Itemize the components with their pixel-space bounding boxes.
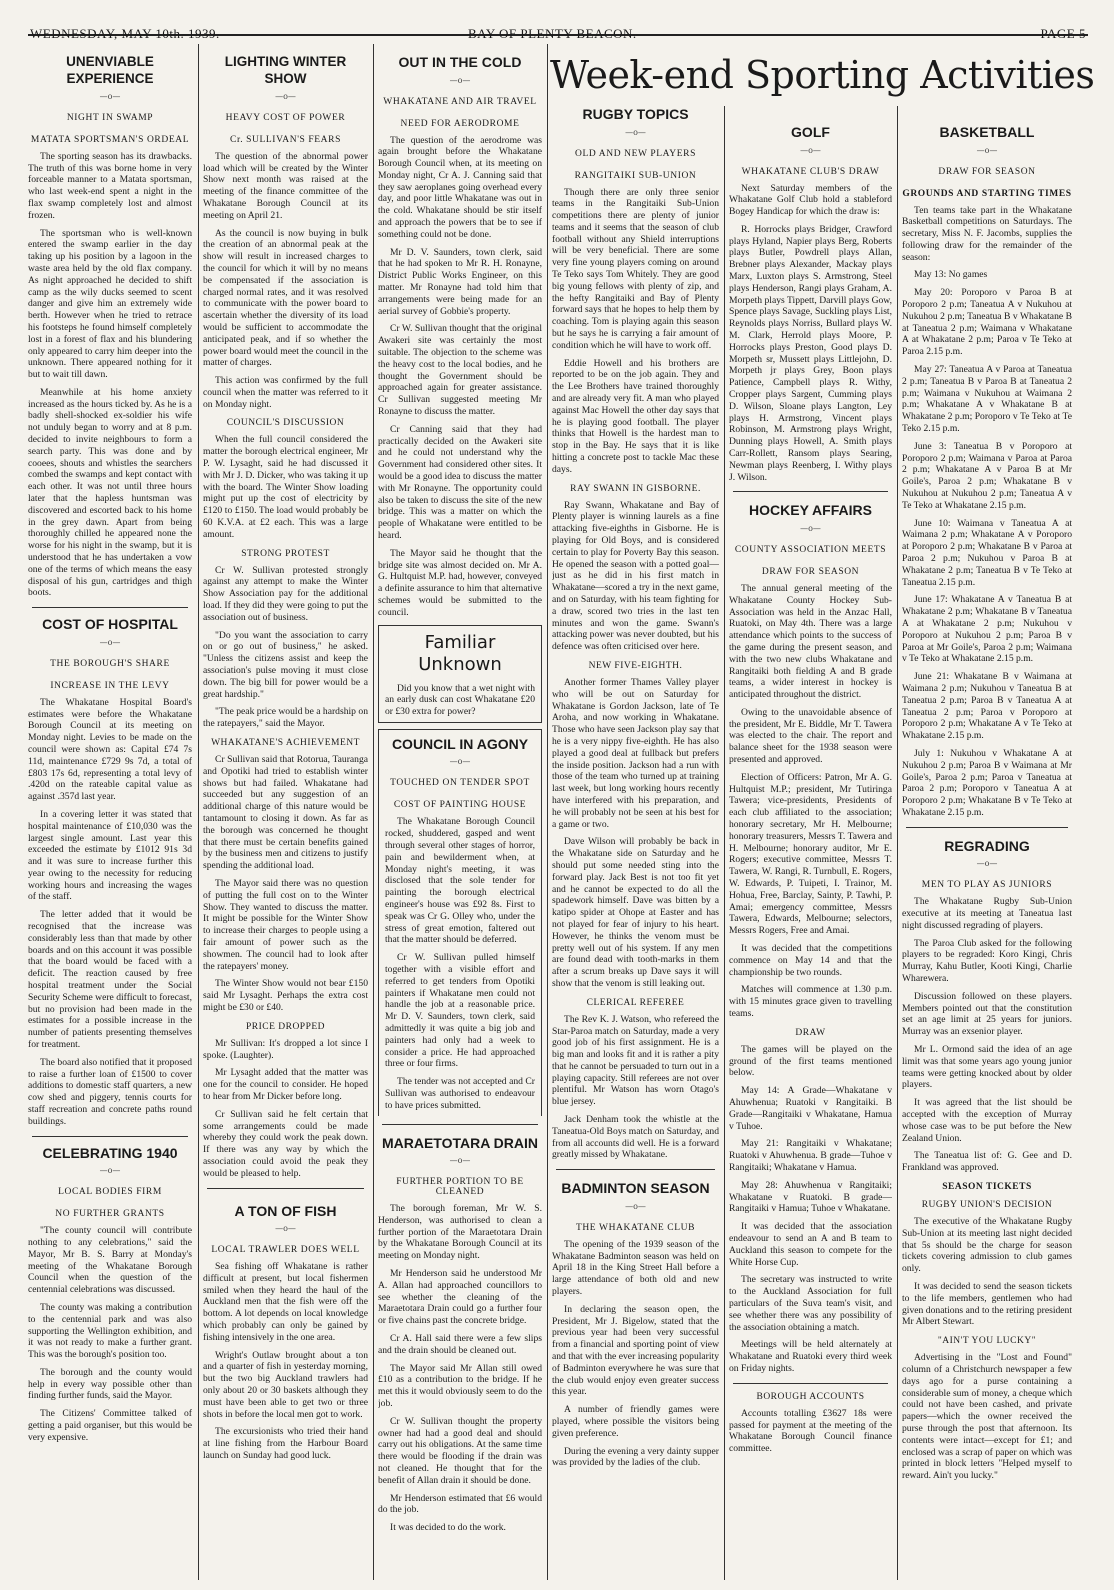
- subhead: WHAKATANE CLUB'S DRAW: [741, 166, 880, 177]
- paragraph: June 3: Taneatua B v Poroporo at Poroporo 2 p.m; Waimana v Paroa at Paroa 2 p.m; Whakatane A v Paroa B at Mr Goile's, Paroa 2 p.m; Whakatane B v Nukuhou at Nukuhou 2 p.m; Taneatua A v Te Teko at Whakatane 2.15 p.m.: [902, 440, 1072, 511]
- column-6: [902, 106, 1072, 1582]
- paragraph: "Do you want the association to carry on or go out of business," he asked. "Unless the citizens assist and keep the association's pulse moving it must close down. The big bill for power would be a great hardship.": [203, 629, 368, 700]
- headline-golf: GOLF: [791, 124, 830, 140]
- banner-headline: Week-end Sporting Activities: [550, 53, 1095, 97]
- paragraph: May 13: No games: [914, 269, 988, 281]
- headline-basketball: BASKETBALL: [939, 124, 1035, 140]
- paragraph: The annual general meeting of the Whakatane County Hockey Sub-Association was held in the Anzac Hall, Ruatoki, on May 4th. There was a large attendance which points to the success of the game during the present season, and with the two new clubs Whakatane and Rangitaiki both fielding A and B grade teams, a wider interest in hockey is anticipated throughout the district.: [729, 582, 892, 701]
- paragraph: Owing to the unavoidable absence of the president, Mr E. Biddle, Mr T. Tawera was elected to the chair. The report and balance sheet for the 1938 season were presented and approved.: [729, 706, 892, 766]
- paragraph: Election of Officers: Patron, Mr A. G. Hultquist M.P.; president, Mr Tutiringa Tawera; vice-presidents, Presidents of each club affiliated to the association; honorary secretary, Mr H. Melbourne; honorary treasurers, Messrs T. Tawera and H. Melbourne; honorary auditor, Mr E. Rogers; executive committee, Messrs T. Tawera, W. Rangi, R. Turnbull, E. Rogers, W. Edwards, P. Tuipeti, I. Trainor, M. Hohua, Free, Barclay, Sainty, P. Tawhi, P. Amai; emergency committee, Messrs Tawera, Edwards, Melbourne; selectors, Messrs Rogers, Free and Amai.: [729, 771, 892, 937]
- paragraph: The sporting season has its drawbacks. The truth of this was borne home in very forceable manner to a Matata sportsman, who last week-end spent a night in the flax swamp completely lost and almost frozen.: [28, 150, 192, 221]
- headline-cost-of-hospital: COST OF HOSPITAL: [42, 616, 178, 633]
- paragraph: "The county council will contribute nothing to any celebrations," said the Mayor, Mr B. S. Barry at Monday's meeting of the Whakatane Borough Council when the question of the centennial celebrations was discussed.: [28, 1225, 192, 1296]
- paragraph: The borough foreman, Mr W. S. Henderson, was authorised to clean a further portion of the Maraetotara Drain by the Whakatane Borough Council at its meeting on Monday night.: [378, 1203, 542, 1262]
- column-rule: [547, 44, 548, 1580]
- paragraph: The Mayor said he thought that the bridge site was almost decided on. Mr A. G. Hultquist M.P. had, however, conveyed a definite assurance to him that alternative schemes would be submitted to the council.: [378, 547, 542, 618]
- subhead: NO FURTHER GRANTS: [55, 1209, 165, 1220]
- page-number: PAGE 5: [1040, 26, 1086, 41]
- column-5: [729, 106, 892, 1582]
- paragraph: In a covering letter it was stated that hospital maintenance of £10,030 was the largest single amount. Last year this exceeded the estimate by £1012 91s 3d and it was sure to increase further this year owing to the necessity for reducing working hours and increasing the wages of the staff.: [28, 808, 192, 903]
- column-rule: [373, 44, 374, 1580]
- paragraph: The board also notified that it proposed to raise a further loan of £1500 to cover additions to domestic staff quarters, a new cow shed and piggery, tennis courts for staff recreation and concrete paths round buildings.: [28, 1056, 192, 1127]
- paragraph: The Mayor said Mr Allan still owed £10 as a contribution to the bridge. If he met this it would obviously seem to do the job.: [378, 1362, 542, 1410]
- paragraph: The Whakatane Borough Council rocked, shuddered, gasped and went through several other stages of horror, pain and bewilderment when, at Monday night's meeting, it was disclosed that the sole tender for painting the borough electrical engineer's house was £92 8s. First to speak was Cr G. Olley who, under the stress of great emotion, faltered out that the matter should be deferred.: [385, 816, 535, 946]
- paragraph: It was agreed that the list should be accepted with the exception of Murray whose case was to be put before the New Zealand Union.: [902, 1097, 1072, 1144]
- paragraph: It was decided that the association endeavour to send an A and B team to Auckland this season to compete for the White Horse Cup.: [729, 1221, 892, 1268]
- divider: [207, 1188, 364, 1189]
- section-subhead: CLERICAL REFEREE: [586, 997, 685, 1008]
- paragraph: The Whakatane Hospital Board's estimates were before the Whakatane Borough Council at its meeting on Monday night. Levies to be made on the council were shown as: Capital £74 7s 11d, maintenance £729 9s 7d, a total of £803 17s 6d, representing a total levy of .420d on the rateable capital value as against .357d last year.: [28, 696, 192, 803]
- paragraph: The opening of the 1939 season of the Whakatane Badminton season was held on April 18 in the King Street Hall before a large attendance of both old and new players.: [552, 1238, 719, 1297]
- paragraph: As the council is now buying in bulk the creation of an abnormal peak at the show will result in increased charges to the council for which it will by no means be compensated if the association is charged normal rates, and it was resolved to communicate with the power board to ascertain whether the diversity of its load would be sufficient to accommodate the anticipated peak, and if so whether the power board would meet the council in the matter of charges.: [203, 227, 368, 369]
- headline-lighting-winter-show: LIGHTING WINTER SHOW: [224, 54, 347, 86]
- paragraph: Mr L. Ormond said the idea of an age limit was that some years ago young junior teams were getting knocked about by older players.: [902, 1044, 1072, 1091]
- box-text: Did you know that a wet night with an early dusk can cost Whakatane £20 or £30 extra for power?: [385, 682, 535, 718]
- paragraph: The sportsman who is well-known entered the swamp earlier in the day taking up his position by a lagoon in the waste area held by the old flax company. As night approached he decided to shift camp as the wily ducks seemed to scent danger and give him an extremely wide berth. However when he tried to retrace his footsteps he found himself completely lost in a forest of flax and his blundering only appeared to carry him deeper into the unknown. There appeared nothing for it but to wait till dawn.: [28, 227, 192, 381]
- ornament: —o—: [449, 757, 471, 767]
- headline-out-in-the-cold: OUT IN THE COLD: [398, 54, 522, 70]
- subhead: WHAKATANE AND AIR TRAVEL: [383, 96, 537, 107]
- paragraph: Cr W. Sullivan thought the property owner had had a good deal and should carry out his obligations. At the same time there would be flooding if the drain was not cleaned. He thought that for the benefit of Allan drain it should be done.: [378, 1415, 542, 1486]
- paragraph: Mr D. V. Saunders, town clerk, said that he had spoken to Mr R. H. Ronayne, District Public Works Engineer, on this matter. Mr Ronayne had told him that arrangements were being made for an aerial survey of Gobbie's property.: [378, 246, 542, 317]
- paragraph: A number of friendly games were played, where possible the visitors being given preference.: [552, 1404, 719, 1439]
- paragraph: Cr W. Sullivan protested strongly against any attempt to make the Winter Show Association pay for the additional load. If they did they were going to put the association out of business.: [203, 564, 368, 623]
- masthead: [28, 6, 1088, 41]
- subhead: TOUCHED ON TENDER SPOT: [390, 778, 530, 789]
- paragraph: This action was confirmed by the full council when the matter was referred to it on Monday night.: [203, 375, 368, 410]
- paragraph: During the evening a very dainty supper was provided by the ladies of the club.: [552, 1445, 719, 1469]
- paragraph: Mr Sullivan: It's dropped a lot since I spoke. (Laughter).: [203, 1037, 368, 1061]
- familiar-unknown-box: [378, 625, 542, 723]
- section-subhead: WHAKATANE'S ACHIEVEMENT: [211, 738, 360, 749]
- section-subhead: RUGBY UNION'S DECISION: [921, 1199, 1053, 1210]
- subhead: FURTHER PORTION TO BE CLEANED: [396, 1177, 524, 1198]
- divider: [733, 1383, 888, 1384]
- section-subhead: RAY SWANN IN GISBORNE.: [570, 483, 701, 494]
- subhead: RANGITAIKI SUB-UNION: [574, 170, 697, 181]
- headline-regrading: REGRADING: [944, 837, 1030, 854]
- column-rule: [897, 106, 898, 1580]
- divider: [556, 1169, 715, 1170]
- paragraph: Mr Lysaght added that the matter was one for the council to consider. He hoped to hear from Mr Dicker before long.: [203, 1067, 368, 1102]
- ornament: —o—: [99, 91, 121, 101]
- box-headline: Familiar Unknown: [418, 631, 502, 676]
- paragraph: Meetings will be held alternately at Whakatane and Ruatoki every third week on Friday nights.: [729, 1339, 892, 1374]
- paragraph: Ten teams take part in the Whakatane Basketball competitions on Saturdays. The secretary, Miss N. F. Jacombs, supplies the following draw for the remainder of the season:: [902, 204, 1072, 263]
- paragraph: Advertising in the "Lost and Found" column of a Christchurch newspaper a few days ago for a purse containing a considerable sum of money, a cheque which could not have been cashed, and private papers—which the owner received the purse through the post that afternoon. Its contents were intact—except for £1; and enclosed was a scrap of paper on which was printed in block letters "Helped myself to reward. Ain't you lucky.": [902, 1352, 1072, 1482]
- subhead: THE BOROUGH'S SHARE: [50, 658, 170, 669]
- paragraph: Another former Thames Valley player who will be out on Saturday for Whakatane is Gordon Jackson, late of Te Aroha, and now working in Whakatane. Those who have seen Jackson play say that he is a very nippy five-eighth. He has also played a good deal at fullback but prefers the inside position. Jackson had a run with those of the team who turned up at training last week, but long working hours recently have interfered with his preparation, and he will probably not be seen at his best for a game or two.: [552, 676, 719, 830]
- ornament: —o—: [625, 1201, 646, 1211]
- subhead: LOCAL TRAWLER DOES WELL: [211, 1245, 360, 1256]
- ornament: —o—: [800, 145, 821, 155]
- subhead: GROUNDS AND STARTING TIMES: [902, 188, 1072, 199]
- subhead: DRAW FOR SEASON: [938, 166, 1036, 177]
- headline-a-ton-of-fish: A TON OF FISH: [234, 1202, 337, 1219]
- paragraph: Cr W. Sullivan pulled himself together with a visible effort and referred to get tenders from Opotiki painters if Whakatane men could not handle the job at a reasonable price. Mr D. V. Saunders, town clerk, said admittedly it was quite a big job and painters had only had a week to consider a price. He had approached three or four firms.: [385, 952, 535, 1070]
- subhead: NEED FOR AERODROME: [400, 118, 520, 129]
- paragraph: Jack Denham took the whistle at the Taneatua-Old Boys match on Saturday, and from all accounts did well. He is a forward greatly missed by Whakatane.: [552, 1114, 719, 1161]
- council-in-agony-box: [378, 729, 542, 1116]
- paragraph: It was decided to send the season tickets to the life members, gentlemen who had given donations and to the retiring president Mr Albert Stewart.: [902, 1280, 1072, 1328]
- paragraph: Accounts totalling £3627 18s were passed for payment at the meeting of the Whakatane Borough Council finance committee.: [729, 1407, 892, 1455]
- paragraph: The games will be played on the ground of the first teams mentioned below.: [729, 1043, 892, 1079]
- subhead: Cr. SULLIVAN'S FEARS: [230, 134, 341, 145]
- headline-celebrating-1940: CELEBRATING 1940: [42, 1144, 178, 1161]
- subhead: COUNTY ASSOCIATION MEETS: [734, 544, 887, 555]
- paragraph: The Winter Show would not bear £150 said Mr Lysaght. Perhaps the extra cost might be £30 or £40.: [203, 978, 368, 1013]
- paragraph: Sea fishing off Whakatane is rather difficult at present, but local fishermen smiled when they heard the haul of the Auckland men that the fish were off the bottom. A lot depends on local knowledge which probably can only be gained by fishing intensively in the one area.: [203, 1261, 368, 1343]
- paragraph: The Whakatane Rugby Sub-Union executive at its meeting at Taneatua last night discussed regrading of players.: [902, 896, 1072, 931]
- ornament: —o—: [976, 145, 998, 155]
- paragraph: Meanwhile at his home anxiety increased as the hours ticked by. As he is a badly shell-shocked ex-soldier his wife not unduly began to worry and at 8 p.m. decided to invite neighbours to form a search party. This was done and by cooees, shouts and whistles the searchers combed the swamps and kept contact with each other. It was not until three hours later that the hapless huntsman was discovered and escorted back to his home in the grey dawn. Apart from being thoroughly chilled he appeared none the worse for his night in the swamp, but it is understood that he has undertaken a vow one of the terms of which means the easy disposal of his gun, cartridges and thigh boots.: [28, 386, 192, 599]
- paragraph: Next Saturday members of the Whakatane Golf Club hold a stableford Bogey Handicap for which the draw is:: [729, 182, 892, 218]
- paragraph: The tender was not accepted and Cr Sullivan was authorised to endeavour to have prices submitted.: [385, 1076, 535, 1111]
- column-rule: [198, 44, 199, 1580]
- headline-rugby-topics: RUGBY TOPICS: [582, 106, 689, 122]
- paragraph: In declaring the season open, the President, Mr J. Bigelow, stated that the previous year had been very successful from a financial and sporting point of view and that with the ever increasing popularity of Badminton everywhere he was sure that the club would enjoy even greater success this year.: [552, 1303, 719, 1398]
- section-subhead: PRICE DROPPED: [245, 1021, 326, 1032]
- paragraph: The Citizens' Committee talked of getting a paid organiser, but this would be very expensive.: [28, 1408, 192, 1443]
- ornament: —o—: [99, 1166, 121, 1176]
- paragraph: June 10: Waimana v Taneatua A at Waimana 2 p.m; Whakatane A v Poroporo at Poroporo 2 p.m; Whakatane B v Paroa at Paroa 2 p.m; Nukuhou v Paroa B at Whakatane 2 p.m; Taneatua B v Te Teko at Taneatua 2.15 p.m.: [902, 517, 1072, 588]
- column-rule: [724, 106, 725, 1580]
- paragraph: The question of the abnormal power load which will be created by the Winter Show next month was raised at the meeting of the finance committee of the Whakatane Borough Council at its meeting on April 21.: [203, 150, 368, 221]
- ornament: —o—: [99, 637, 121, 647]
- paragraph: The county was making a contribution to the centennial park and was also supporting the Wellington exhibition, and it was not ready to make a further grant. This was the borough's position too.: [28, 1301, 192, 1361]
- subhead: NIGHT IN SWAMP: [66, 112, 154, 123]
- section-subhead: "AIN'T YOU LUCKY": [937, 1336, 1037, 1347]
- column-1: [28, 44, 192, 1582]
- column-2: [203, 44, 368, 1582]
- paragraph: The question of the aerodrome was again brought before the Whakatane Borough Council when, at its meeting on Monday night, Cr A. J. Canning said that they saw aeroplanes going overhead every day, and poor little Whakatane was out in the cold. Whakatane should be stir itself and approach the powers that be to see if something could not be done.: [378, 134, 542, 240]
- subhead: MEN TO PLAY AS JUNIORS: [921, 880, 1053, 891]
- headline-unenviable: UNENVIABLE EXPERIENCE: [66, 54, 154, 86]
- section-subhead: COUNCIL'S DISCUSSION: [226, 418, 345, 429]
- paragraph: The Paroa Club asked for the following players to be regraded: Koro Kingi, Chris Murray, Kahu Butler, Kooti Kingi, Charlie Wharewera.: [902, 937, 1072, 985]
- paragraph: It was decided to do the work.: [390, 1522, 506, 1534]
- paragraph: Cr A. Hall said there were a few slips and the drain should be cleaned out.: [378, 1333, 542, 1356]
- divider: [32, 607, 188, 608]
- column-4: [552, 106, 719, 1582]
- paragraph: Cr Sullivan said he felt certain that some arrangements could be made whereby they could work the peak down. If there was any way by which the association could avoid the peak they would be pleased to help.: [203, 1108, 368, 1179]
- divider: [382, 1124, 538, 1125]
- paragraph: The executive of the Whakatane Rugby Sub-Union at its meeting last night decided that 5s should be the charge for season tickets covering admission to club games only.: [902, 1215, 1072, 1275]
- headline-maraetotara-drain: MARAETOTARA DRAIN: [381, 1134, 539, 1151]
- section-subhead: DRAW: [795, 1027, 826, 1038]
- paragraph: Cr W. Sullivan thought that the original Awakeri site was certainly the most suitable. The objection to the scheme was the heavy cost to the local bodies, and he thought the Government should be approached again for greater assistance. Cr Sullivan suggested meeting Mr Ronayne to discuss the matter.: [378, 323, 542, 418]
- divider: [32, 1136, 188, 1137]
- paragraph: May 20: Poroporo v Paroa B at Poroporo 2 p.m; Taneatua A v Nukuhou at Nukuhou 2 p.m; Taneatua B v Whakatane B at Taneatua 2 p.m; Waimana v Whakatane A at Whakatane 2 p.m; Paroa v Te Teko at Paroa 2.15 p.m.: [902, 287, 1072, 358]
- ornament: —o—: [976, 859, 998, 869]
- paragraph: Mr Henderson said he understood Mr A. Allan had approached councillors to see whether the cleaning of the Maraetotara Drain could go a further four or five chains past the concrete bridge.: [378, 1268, 542, 1327]
- section-subhead: SEASON TICKETS: [942, 1181, 1032, 1192]
- divider: [906, 827, 1068, 828]
- subhead: THE WHAKATANE CLUB: [575, 1222, 696, 1233]
- subhead: COST OF PAINTING HOUSE: [393, 800, 527, 811]
- ornament: —o—: [449, 75, 471, 85]
- paragraph: Mr Henderson estimated that £6 would do the job.: [378, 1492, 542, 1516]
- ornament: —o—: [800, 523, 821, 533]
- paragraph: May 27: Taneatua A v Paroa at Taneatua 2 p.m; Taneatua B v Paroa B at Taneatua 2 p.m; Waimana v Nukuhou at Waimana 2 p.m; Whakatane A v Whakatane B at Whakatane 2 p.m; Poroporo v Te Teko at Te Teko 2.15 p.m.: [902, 364, 1072, 435]
- subhead: OLD AND NEW PLAYERS: [575, 148, 696, 159]
- paragraph: The Rev K. J. Watson, who refereed the Star-Paroa match on Saturday, made a very good job of his first assignment. He is a big man and looks fit and it is rather a pity that he cannot be persuaded to turn out in a playing capacity. Still referees are not over plentiful. Mr Watson has worn Otago's blue jersey.: [552, 1013, 719, 1108]
- paragraph: The secretary was instructed to write to the Auckland Association for full particulars of the Suva team's visit, and see whether there was any possibility of the association obtaining a match.: [729, 1274, 892, 1333]
- headline-council-in-agony: COUNCIL IN AGONY: [391, 735, 529, 752]
- paragraph: Dave Wilson will probably be back in the Whakatane side on Saturday and he should put some needed sting into the forward play. Jack Best is not too fit yet and he cannot be expected to do all the spadework himself. Dave was bitten by a katipo spider at Ohope at Easter and has not played for fear of injury to his heart. However, he thinks the venom must be pretty well out of his system. If any men are found dead with tooth-marks in them after a scrum breaks up Dave says it will show that the venom is still leaking out.: [552, 836, 719, 989]
- paragraph: The Taneatua list of: G. Gee and D. Frankland was approved.: [902, 1150, 1072, 1174]
- subhead: LOCAL BODIES FIRM: [58, 1187, 162, 1198]
- paragraph: June 17: Whakatane A v Taneatua B at Whakatane 2 p.m; Whakatane B v Taneatua A at Whakatane 2 p.m; Nukuhou v Poroporo at Nukuhou 2 p.m; Paroa B v Paroa at Mr Goile's, Paroa 2 p.m; Waimana v Te Teko at Whakatane 2.15 p.m.: [902, 594, 1072, 665]
- headline-hockey-affairs: HOCKEY AFFAIRS: [749, 502, 872, 519]
- paper-name: BAY OF PLENTY BEACON.: [468, 26, 637, 41]
- paragraph: May 28: Ahuwhenua v Rangitaiki; Whakatane v Ruatoki. B grade—Rangitaiki v Hamua; Tuhoe v Whakatane.: [729, 1179, 892, 1215]
- section-subhead: BOROUGH ACCOUNTS: [756, 1391, 865, 1402]
- headline-badminton-season: BADMINTON SEASON: [561, 1180, 710, 1197]
- subhead: INCREASE IN THE LEVY: [50, 680, 170, 691]
- paragraph: Eddie Howell and his brothers are reported to be on the job again. They and the Lee Brothers have trained thoroughly and are already very fit. A man who played against Mac Howell the other day says that he is playing good football. The player thinks that Howell is the hardest man to stop in the Bay. He says that it is like hitting a concrete post to tackle Mac these days.: [552, 357, 719, 475]
- section-subhead: NEW FIVE-EIGHTH.: [588, 660, 683, 671]
- paragraph: May 21: Rangitaiki v Whakatane; Ruatoki v Ahuwhenua. B grade—Tuhoe v Rangitaiki; Whakatane v Hamua.: [729, 1138, 892, 1173]
- ornament: —o—: [275, 91, 296, 101]
- paragraph: May 14: A Grade—Whakatane v Ahuwhenua; Ruatoki v Rangitaiki. B Grade—Rangitaiki v Whakatane, Hamua v Tuhoe.: [729, 1085, 892, 1132]
- divider: [733, 491, 888, 492]
- ornament: —o—: [275, 1224, 296, 1234]
- ornament: —o—: [449, 1156, 471, 1166]
- paragraph: The Mayor said there was no question of putting the full cost on to the Winter Show. They wanted to discuss the matter. It might be possible for the Winter Show to increase their charges to people using a fair amount of power such as the showmen. The council had to look after the ratepayers' money.: [203, 877, 368, 972]
- paragraph: The letter added that it would be recognised that the increase was considerably less than that made by other boards and on this account it was possible that the board would be faced with a deficit. The reaction caused by free hospital treatment under the Social Security Scheme were difficult to forecast, but no provision had been made in the estimates for a possible increase in the number of patients presenting themselves for treatment.: [28, 909, 192, 1051]
- paragraph: Cr Sullivan said that Rotorua, Tauranga and Opotiki had tried to establish winter shows but had failed. Whakatane had succeeded but any suggestion of an additional charge of this nature would be tantamount to closing it down. As far as the borough was concerned he thought that there must be certain benefits gained by the business men and citizens to justify spending the additional load.: [203, 754, 368, 872]
- paragraph: July 1: Nukuhou v Whakatane A at Nukuhou 2 p.m; Paroa B v Waimana at Mr Goile's, Paroa 2 p.m; Paroa v Taneatua at Paroa 2 p.m; Poroporo v Taneatua A at Poroporo 2 p.m; Whakatane B v Te Teko at Whakatane 2.15 p.m.: [902, 747, 1072, 818]
- issue-date: WEDNESDAY, MAY 10th. 1939.: [30, 26, 220, 41]
- subhead: HEAVY COST OF POWER: [225, 112, 346, 123]
- ornament: —o—: [625, 127, 646, 137]
- subhead: MATATA SPORTSMAN'S ORDEAL: [30, 134, 190, 145]
- paragraph: Discussion followed on these players. Members pointed out that the constitution set an age limit at 25 years for juniors. Murray was an exsenior player.: [902, 990, 1072, 1038]
- paragraph: Ray Swann, Whakatane and Bay of Plenty player is winning laurels as a fine attacking five-eighths in Gisborne. He is playing for Old Boys, and is considered certain to play for Poverty Bay this season. He opened the season with a potted goal—just as he did in his first match in Whakatane—scored a try in the next game, and on Saturday, with his team fighting for a draw, scored two tries in the last ten minutes and won the game. Swann's attacking power was never doubted, but his defence was often criticised over here.: [552, 499, 719, 653]
- paragraph: The excursionists who tried their hand at line fishing from the Harbour Board launch on Sunday had good luck.: [203, 1426, 368, 1461]
- paragraph: The borough and the county would help in every way possible other than finding further funds, said the Mayor.: [28, 1366, 192, 1402]
- paragraph: "The peak price would be a hardship on the ratepayers," said the Mayor.: [203, 706, 368, 730]
- paragraph: Matches will commence at 1.30 p.m. with 15 minutes grace given to travelling teams.: [729, 984, 892, 1020]
- subhead: DRAW FOR SEASON: [761, 566, 860, 577]
- paragraph: June 21: Whakatane B v Waimana at Waimana 2 p.m; Nukuhou v Taneatua B at Taneatua 2 p.m; Paroa B v Taneatua A at Taneatua 2 p.m; Paroa v Poroporo at Poroporo 2 p.m; Whakatane A v Te Teko at Whakatane 2.15 p.m.: [902, 671, 1072, 742]
- paragraph: Wright's Outlaw brought about a ton and a quarter of fish in yesterday morning, but the two big Auckland trawlers had only about 20 or 30 baskets although they must have been able to get two or three shots in before the local men got to work.: [203, 1349, 368, 1420]
- paragraph: It was decided that the competitions commence on May 14 and that the championship be two rounds.: [729, 943, 892, 978]
- paragraph: R. Horrocks plays Bridger, Crawford plays Hyland, Napier plays Berg, Roberts plays Butler, Powdrell plays Allan, Brebner plays Alexander, Mackay plays Marx, Luxton plays S. Armstrong, Steel plays Henderson, Rangi plays Graham, A. Morpeth plays Tippett, Darvill plays Gow, Spence plays Savage, Suckling plays List, Reynolds plays Norriss, Bullard plays W. M. Clark, Herrold plays Moore, P. Horrocks plays Preston, Good plays D. Morpeth sr, Mussett plays Littlejohn, D. Morpeth jr plays Grey, Boon plays Patience, Campbell plays R. Withy, Cropper plays Sargent, Cumming plays D. Wilson, Sloane plays Langton, Ley plays H. Armstrong, Vincent plays Robinson, M. Armstrong plays Wright, Dunning plays Howell, A. Smith plays Carr-Rollett, Ransom plays Searing, Newman plays Reenberg, I. Withy plays J. Wilson.: [729, 223, 892, 483]
- section-subhead: STRONG PROTEST: [241, 548, 330, 559]
- paragraph: Cr Canning said that they had practically decided on the Awakeri site and he could not understand why the Government had considered other sites. It would be a good idea to discuss the matter with Mr Ronayne. The opportunity could also be taken to discuss the site of the new bridge. This was a matter on which the people of Whakatane were entitled to be heard.: [378, 423, 542, 541]
- column-3: [378, 44, 542, 1582]
- paragraph: Though there are only three senior teams in the Rangitaiki Sub-Union competitions there are plenty of junior teams and it seems that the season of club football without any Shield interruptions will be very beneficial. There are some very fine young players coming on around Te Teko says Tom Whitely. They are good big young fellows with plenty of zip, and the hefty Rangitaiki and Bay of Plenty forward says that he hopes to help them by coaching. Tom is playing again this season but he says he is carrying a fair amount of condition which he will have to work off.: [552, 186, 719, 351]
- paragraph: When the full council considered the matter the borough electrical engineer, Mr P. W. Lysaght, said he had discussed it with Mr J. D. Dicker, who was taking it up with the board. The Winter Show loading might put up the cost of electricity by £120 to £150. The load would probably be 60 K.V.A. at £2 each. This was a large amount.: [203, 434, 368, 540]
